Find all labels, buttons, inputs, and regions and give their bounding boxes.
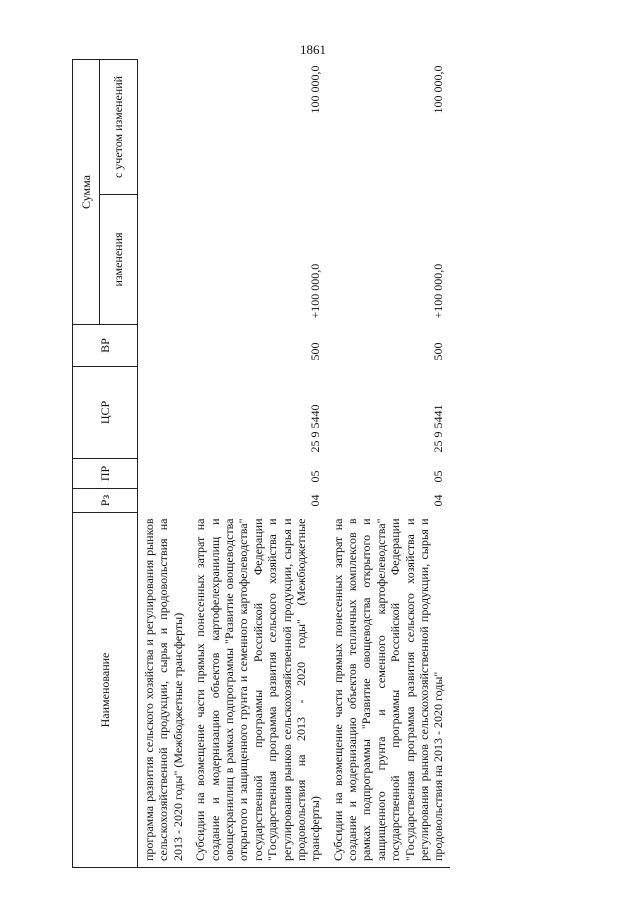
table-row [327,59,450,867]
row-csr [138,367,190,459]
page-number: 1861 [300,42,326,57]
header-vr: ВР [73,325,138,367]
table-body [138,59,450,867]
rotated-budget-table-frame [72,60,620,905]
header-change: изменения [100,195,138,325]
row-change: +100 000,0 [431,263,446,319]
table-row [138,59,190,867]
row-name: Субсидии на возмещение части прямых понесенных затрат на создание и модернизацию объектов картофелехранилищ и овощехранилищ в рамках подпрограммы "Развитие овощеводства открытого и защищенного грунта и семенного картофелеводства" государственной программы Российской Федерации "Государственная программа развития сельского хозяйства и регулирования рынков сельскохозяйственной продукции, сырья и продовольствия на 2013 - 2020 годы" (Межбюджетные трансферты) [189,513,327,868]
budget-table [72,59,450,868]
row-pr: 05 [431,470,446,483]
row-name: программа развития сельского хозяйства и регулирования рынков сельскохозяйственной продукции, сырья и продовольствия на 2013 - 2020 годы" (Межбюджетные трансферты) [138,513,190,868]
row-vr [138,325,190,367]
row-change: +100 000,0 [308,263,323,319]
row-csr: 25 9 5441 [431,404,446,453]
header-name: Наименование [73,513,138,868]
row-pr [138,459,190,489]
header-pr: ПР [73,459,138,489]
row-total: 100 000,0 [308,65,323,114]
header-csr: ЦСР [73,367,138,459]
row-rz: 04 [308,494,323,507]
row-name: Субсидии на возмещение части прямых понесенных затрат на создание и модернизацию объектов тепличных комплексов в рамках подпрограммы "Развитие овощеводства открытого и защищенного грунта и семенного картофелеводства" государственной программы Российской Федерации "Государственная программа развития сельского хозяйства и регулирования рынков сельскохозяйственной продукции, сырья и продовольствия на 2013 - 2020 годы" [327,513,450,868]
row-csr: 25 9 5440 [308,404,323,453]
row-rz [138,489,190,513]
row-pr: 05 [308,470,323,483]
table-row [189,59,327,867]
row-change [138,195,190,325]
row-rz: 04 [431,494,446,507]
row-vr: 500 [431,342,446,361]
table-header [73,59,138,867]
header-with-change: с учетом изменений [100,59,138,194]
row-total [138,59,190,194]
header-rz: Рз [73,489,138,513]
row-vr: 500 [308,342,323,361]
header-sum: Сумма [73,59,100,324]
row-total: 100 000,0 [431,65,446,114]
